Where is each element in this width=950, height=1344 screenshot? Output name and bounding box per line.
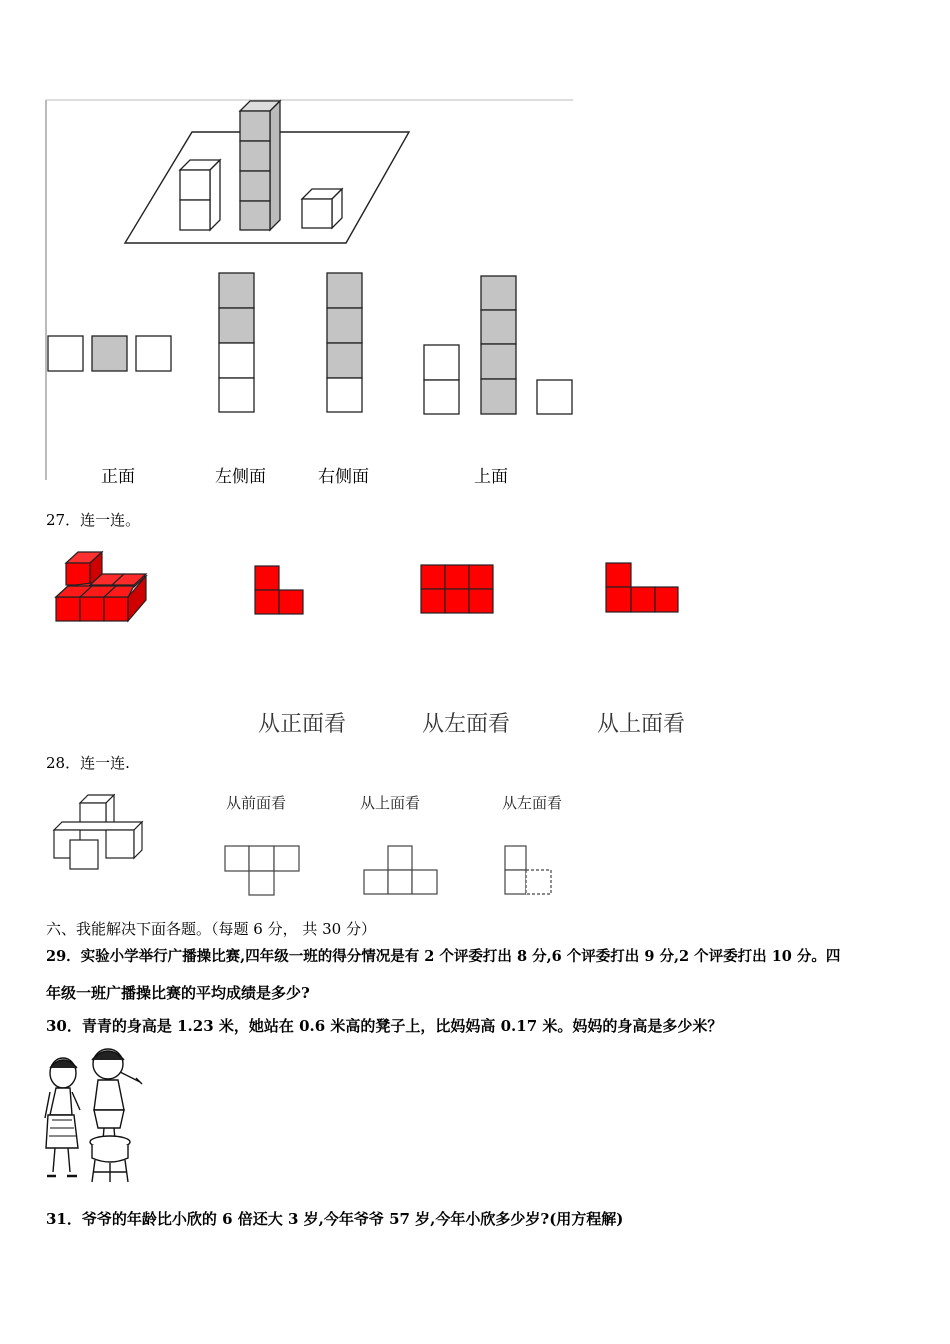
label-front: 正面: [101, 467, 135, 487]
label-top: 上面: [474, 467, 508, 487]
q27-view-top: 从上面看: [597, 712, 686, 737]
q29-line2: 年级一班广播操比赛的平均成绩是多少?: [46, 984, 310, 1002]
q30-text: 30．青青的身高是 1.23 米，她站在 0.6 米高的凳子上，比妈妈高 0.17 米。妈妈的身高是多少米？: [46, 1017, 723, 1035]
q27-view-left: 从左面看: [422, 712, 511, 737]
q28-title: 28．连一连.: [46, 754, 130, 772]
q29-line1: 29．实验小学举行广播操比赛,四年级一班的得分情况是有 2 个评委打出 8 分,6 个评委打出 9 分,2 个评委打出 10 分。四: [46, 948, 841, 965]
q28-view-top: 从上面看: [360, 794, 421, 812]
q31-text: 31．爷爷的年龄比小欣的 6 倍还大 3 岁,今年爷爷 57 岁,今年小欣多少岁?(用方程解): [46, 1210, 624, 1228]
label-right-side: 右侧面: [318, 467, 369, 487]
q28-view-front: 从前面看: [226, 794, 287, 812]
section6-title: 六、我能解决下面各题。（每题 6 分， 共 30 分）: [46, 920, 376, 938]
q27-title: 27．连一连。: [46, 511, 141, 529]
label-left-side: 左侧面: [215, 467, 266, 487]
q27-view-front: 从正面看: [258, 712, 347, 737]
q28-view-left: 从左面看: [502, 794, 563, 812]
